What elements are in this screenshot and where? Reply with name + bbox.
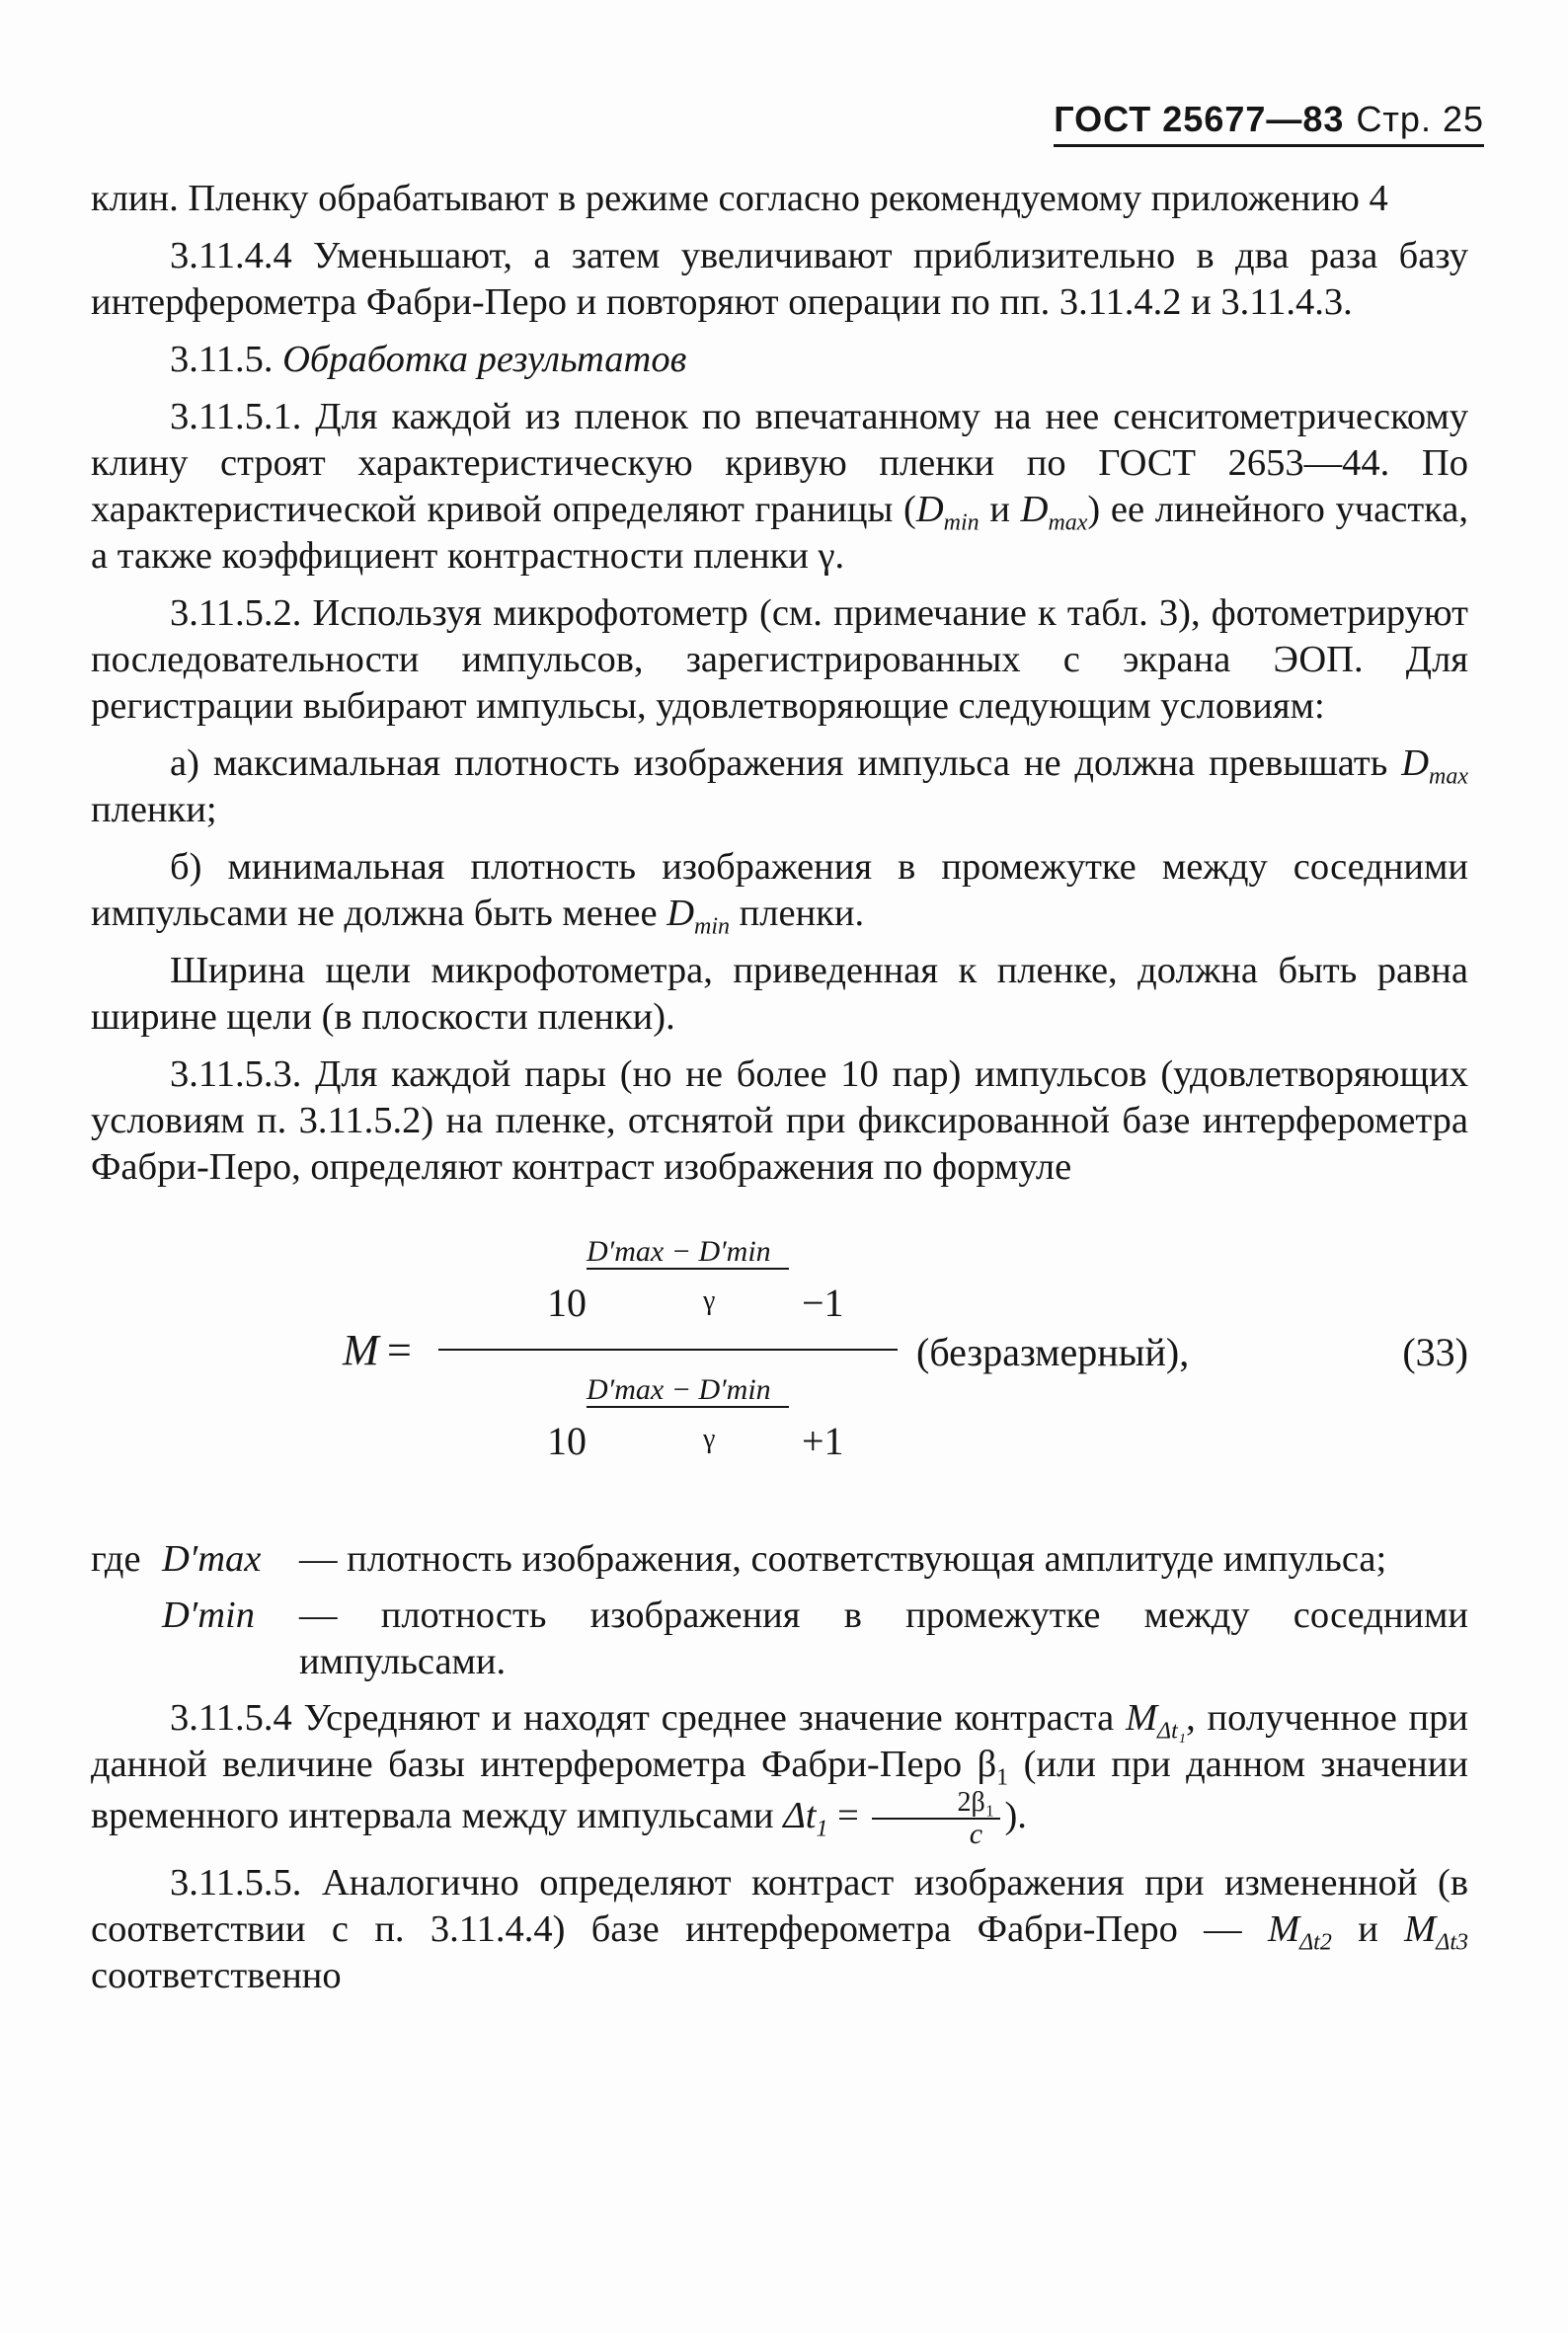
cond-a-subscript: max (1429, 763, 1468, 790)
where-text-dmin: — плотность изображения в промежутке между соседними импульсами. (299, 1594, 1468, 1682)
contrast-symbol: M (1125, 1697, 1158, 1739)
where-item-dmin (91, 1593, 1468, 1685)
contrast-subscript: Δt₁ (1157, 1718, 1187, 1745)
p10-text-c: (или при данном значении временного интервала между импульсами (91, 1744, 1468, 1836)
dmin-symbol: D (915, 489, 944, 530)
where-symbol-dmin: D′min (162, 1594, 255, 1636)
denominator-gamma: γ (703, 1424, 716, 1454)
delta-t-equals: = (827, 1794, 869, 1836)
dmax-symbol: D (1020, 489, 1049, 530)
m2-subscript: Δt2 (1299, 1929, 1332, 1956)
condition-b (91, 844, 1468, 940)
p4-text-b: ) ее линейного участка, а также коэффициент контрастности пленки γ. (91, 489, 1468, 577)
numerator-minus-one: −1 (802, 1281, 844, 1325)
dmin-subscript: min (943, 509, 980, 536)
paragraph-3-11-5-5 (91, 1860, 1468, 1999)
section-number: 3.11.5. (170, 339, 274, 380)
inline-fraction-denominator: c (969, 1818, 983, 1850)
p11-and: и (1331, 1908, 1405, 1950)
delta-t-subscript: 1 (816, 1816, 828, 1842)
formula-fraction (438, 1218, 898, 1515)
numerator-base: 10 (547, 1281, 587, 1325)
denominator-plus-one: +1 (802, 1419, 844, 1463)
cond-a-end: пленки; (91, 789, 217, 830)
p10-text-b: , полученное при данной величине базы интерферометра Фабри-Перо β (91, 1697, 1469, 1785)
numerator-exponent: D′max − D′min (587, 1235, 771, 1268)
fraction-bar (438, 1349, 898, 1351)
delta-t-symbol: Δt (783, 1794, 817, 1836)
where-text-dmax: — плотность изображения, соответствующая амплитуде импульса; (299, 1538, 1387, 1580)
numerator-gamma: γ (703, 1285, 716, 1316)
formula-lhs: M (343, 1326, 379, 1374)
denominator-exponent-bar (587, 1406, 789, 1408)
where-label: где (91, 1538, 141, 1580)
where-item-dmax (91, 1536, 1468, 1583)
cond-b-subscript: min (694, 913, 731, 940)
paragraph-slit-width: Ширина щели микрофотометра, приведенная к пленке, должна быть равна ширине щели (в плоскости пленки). (91, 950, 1468, 1038)
inline-fraction-numerator: 2β₁ (872, 1788, 1000, 1820)
formula-unit-note: (безразмерный), (916, 1330, 1190, 1374)
denominator-base: 10 (547, 1419, 587, 1463)
section-title: Обработка результатов (282, 339, 687, 380)
p11-text-b: соответственно (91, 1955, 342, 1996)
cond-a-text: а) максимальная плотность изображения импульса не должна превышать (170, 742, 1402, 784)
condition-a (91, 740, 1468, 833)
cond-b-text: б) минимальная плотность изображения в промежутке между соседними импульсами не должна быть менее (91, 846, 1468, 934)
cond-b-end: пленки. (730, 893, 865, 934)
m2-symbol: M (1268, 1908, 1300, 1950)
p11-text-a: 3.11.5.5. Аналогично определяют контраст изображения при измененной (в соответствии с п. 3.11.4.4) базе интерферометра Фабри-Перо — (91, 1862, 1468, 1950)
paragraph-3-11-4-4: 3.11.4.4 Уменьшают, а затем увеличивают приблизительно в два раза базу интерферометра Фабри-Перо и повторяют операции по пп. 3.11.4.2 и 3.11.4.3. (91, 235, 1468, 323)
denominator-exponent: D′max − D′min (587, 1373, 771, 1406)
where-symbol-dmax: D′max (162, 1538, 262, 1580)
paragraph-3-11-5-3: 3.11.5.3. Для каждой пары (но не более 10 пар) импульсов (удовлетворяющих условиям п. 3.11.5.2) на пленке, отснятой при фиксированной базе интерферометра Фабри-Перо, определяют контраст изображения по формуле (91, 1053, 1468, 1188)
formula-33 (91, 1218, 1468, 1515)
m3-symbol: M (1404, 1908, 1437, 1950)
page-header (1054, 99, 1484, 147)
numerator-exponent-bar (587, 1268, 789, 1270)
beta-subscript: 1 (996, 1764, 1009, 1791)
p4-and: и (979, 489, 1021, 530)
paragraph-3-11-5-4 (91, 1695, 1468, 1849)
paragraph-3-11-5-1 (91, 394, 1468, 580)
formula-number: (33) (1402, 1330, 1468, 1374)
inline-fraction (872, 1788, 1000, 1849)
p10-end: ). (1004, 1794, 1027, 1836)
formula-equals: = (387, 1326, 412, 1374)
p10-text-a: 3.11.5.4 Усредняют и находят среднее значение контраста (170, 1697, 1126, 1739)
section-heading (91, 337, 1468, 383)
paragraph-continuation: клин. Пленку обрабатывают в режиме согласно рекомендуемому приложению 4 (91, 178, 1388, 219)
gost-number: ГОСТ 25677—83 (1054, 99, 1345, 139)
document-body (91, 176, 1468, 2010)
cond-b-symbol: D (666, 893, 695, 934)
p4-text-a: 3.11.5.1. Для каждой из пленок по впечатанному на нее сенситометрическому клину строят характеристическую кривую пленки по ГОСТ 2653—44. По характеристической кривой определяют границы ( (91, 396, 1468, 530)
cond-a-symbol: D (1401, 742, 1430, 784)
paragraph-3-11-5-2: 3.11.5.2. Используя микрофотометр (см. примечание к табл. 3), фотометрируют последовательности импульсов, зарегистрированных с экрана ЭОП. Для регистрации выбирают импульсы, удовлетворяющие следующим условиям: (91, 592, 1468, 727)
m3-subscript: Δt3 (1436, 1929, 1468, 1956)
dmax-subscript: max (1048, 509, 1088, 536)
page-number: Стр. 25 (1356, 99, 1484, 139)
